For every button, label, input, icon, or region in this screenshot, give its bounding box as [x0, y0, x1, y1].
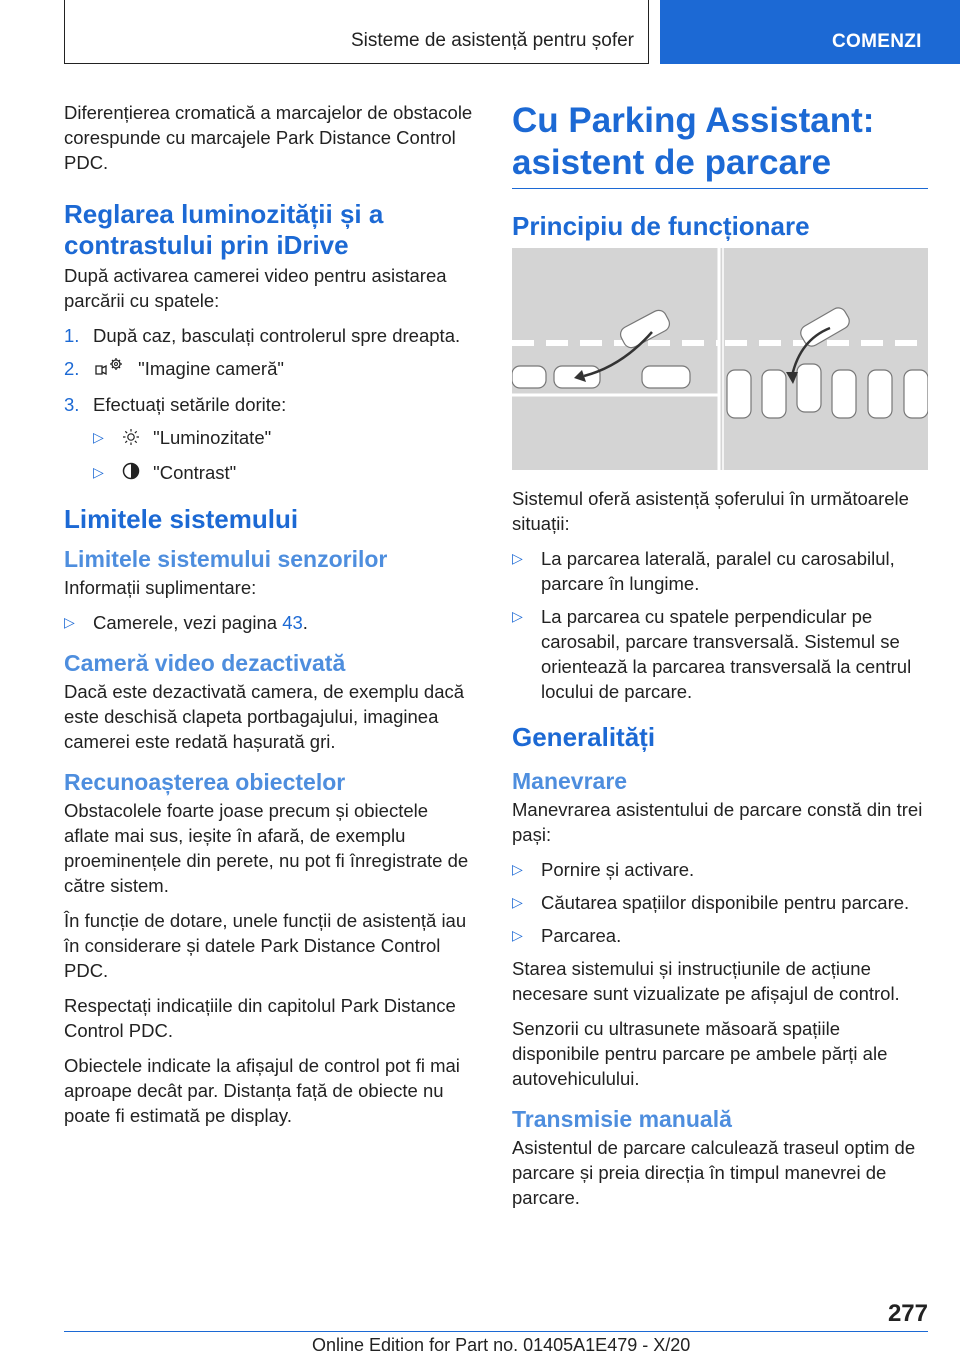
heading-manual-transmission: Transmisie manuală [512, 1106, 732, 1132]
parking-illustration [512, 248, 928, 470]
bullet-triangle-icon: ▷ [93, 463, 104, 480]
bullet-triangle-icon: ▷ [93, 429, 104, 446]
situation-text: La parcarea laterală, paralel cu carosabilul, parcare în lungime. [541, 548, 895, 594]
step-item [64, 356, 478, 384]
bullet-triangle-icon: ▷ [512, 550, 523, 566]
maneuver-step-item [512, 890, 928, 915]
sun-icon [122, 427, 140, 452]
camera-off-text: Dacă este dezactivată camera, de exemplu dacă este deschisă clapeta portbagajului, imaginea camerei este redată hașurată gri. [64, 681, 465, 753]
maneuver-step-item [512, 857, 928, 882]
maneuver-steps-list [512, 857, 928, 948]
objects-paragraph-2: În funcție de dotare, unele funcții de asistență iau în considerare și datele Park Distance Control PDC. [64, 910, 467, 982]
contrast-icon [122, 461, 140, 486]
bullet-triangle-icon: ▷ [512, 927, 523, 943]
maneuver-step-text: Căutarea spațiilor disponibile pentru parcare. [541, 892, 910, 913]
main-heading: Cu Parking Assistant: asistent de parcare [512, 101, 875, 182]
maneuver-step-item [512, 923, 928, 948]
step-text: Efectuați setările dorite: [93, 394, 287, 416]
intro-paragraph: Diferențierea cromatică a marcajelor de obstacole corespunde cu marcajele Park Distance Control PDC. [64, 102, 473, 173]
bullet-triangle-icon: ▷ [512, 894, 523, 910]
footer-edition-text: Online Edition for Part no. 01405A1E479 - X/20 [312, 1335, 691, 1355]
footer-divider [64, 1331, 928, 1332]
principle-intro: Sistemul oferă asistență șoferului în următoarele situații: [512, 488, 909, 534]
reference-list [64, 610, 478, 635]
bullet-triangle-icon: ▷ [512, 608, 523, 624]
maneuver-paragraph-2: Senzorii cu ultrasunete măsoară spațiile disponibile pentru parcare pe ambele părți ale autovehiculului. [512, 1018, 888, 1089]
step-number: 1. [64, 325, 80, 346]
objects-paragraph-3: Respectați indicațiile din capitolul Park Distance Control PDC. [64, 995, 456, 1042]
reference-end: . [302, 612, 308, 634]
settings-options-list [64, 425, 478, 486]
step-item [64, 392, 478, 417]
header-chapter-tab[interactable] [660, 0, 960, 64]
situations-list [512, 546, 928, 704]
manual-transmission-text: Asistentul de parcare calculează traseul optim de parcare și preia direcția în timpul manevrei de parcare. [512, 1137, 916, 1208]
header-section-box [64, 0, 649, 64]
situation-item [512, 546, 928, 596]
camera-settings-icon [93, 356, 125, 384]
maneuver-step-text: Parcarea. [541, 925, 622, 946]
bullet-triangle-icon: ▷ [64, 614, 75, 631]
heading-camera-off: Cameră video dezactivată [64, 650, 346, 677]
option-item [64, 460, 478, 487]
heading-general: Generalități [512, 722, 656, 752]
page-link[interactable]: 43 [282, 612, 303, 634]
maneuver-step-text: Pornire și activare. [541, 859, 695, 880]
heading-principle: Principiu de funcționare [512, 211, 810, 241]
brightness-intro: După activarea camerei video pentru asistarea parcării cu spatele: [64, 265, 447, 311]
page-number: 277 [887, 1300, 928, 1327]
step-text: După caz, basculați controlerul spre dreapta. [93, 325, 461, 346]
bullet-triangle-icon: ▷ [512, 861, 523, 877]
right-column [512, 100, 928, 1220]
option-text: "Luminozitate" [153, 427, 272, 449]
maneuver-intro: Manevrarea asistentului de parcare constă din trei pași: [512, 799, 923, 845]
step-text: "Imagine cameră" [138, 358, 284, 379]
objects-paragraph-1: Obstacolele foarte joase precum și obiectele aflate mai sus, ieșite în afară, de exemplu proeminențele din perete, nu pot fi înregistrate de către sistem. [64, 800, 469, 897]
heading-object-detection: Recunoașterea obiectelor [64, 769, 346, 796]
step-number: 2. [64, 358, 80, 379]
step-item [64, 323, 478, 348]
situation-item [512, 604, 928, 704]
more-info-text: Informații suplimentare: [64, 577, 257, 599]
left-column [64, 100, 478, 1138]
heading-sensor-limits: Limitele sistemului senzorilor [64, 546, 388, 573]
header-section-title: Sisteme de asistență pentru șofer [350, 30, 634, 51]
heading-maneuver: Manevrare [512, 768, 628, 794]
option-text: "Contrast" [153, 461, 237, 483]
steps-list [64, 323, 478, 417]
reference-item [64, 610, 478, 635]
maneuver-paragraph-1: Starea sistemului și instrucțiunile de acțiune necesare sunt vizualizate pe afișajul de control. [512, 958, 900, 1004]
step-number: 3. [64, 394, 80, 416]
reference-text: Camerele, vezi pagina [93, 612, 278, 634]
header-chapter-label: COMENZI [832, 31, 922, 52]
option-item [64, 425, 478, 452]
objects-paragraph-4: Obiectele indicate la afișajul de control pot fi mai aproape decât par. Distanța față de obiecte nu poate fi estimată pe display. [64, 1055, 460, 1127]
heading-brightness: Reglarea luminozității și a contrastului prin iDrive [64, 199, 384, 260]
situation-text: La parcarea cu spatele perpendicular pe carosabil, parcare transversală. Sistemul se orientează la parcarea transversală la centrul locului de parcare. [541, 606, 912, 702]
main-heading-wrapper [512, 100, 928, 189]
heading-limits: Limitele sistemului [64, 504, 299, 535]
